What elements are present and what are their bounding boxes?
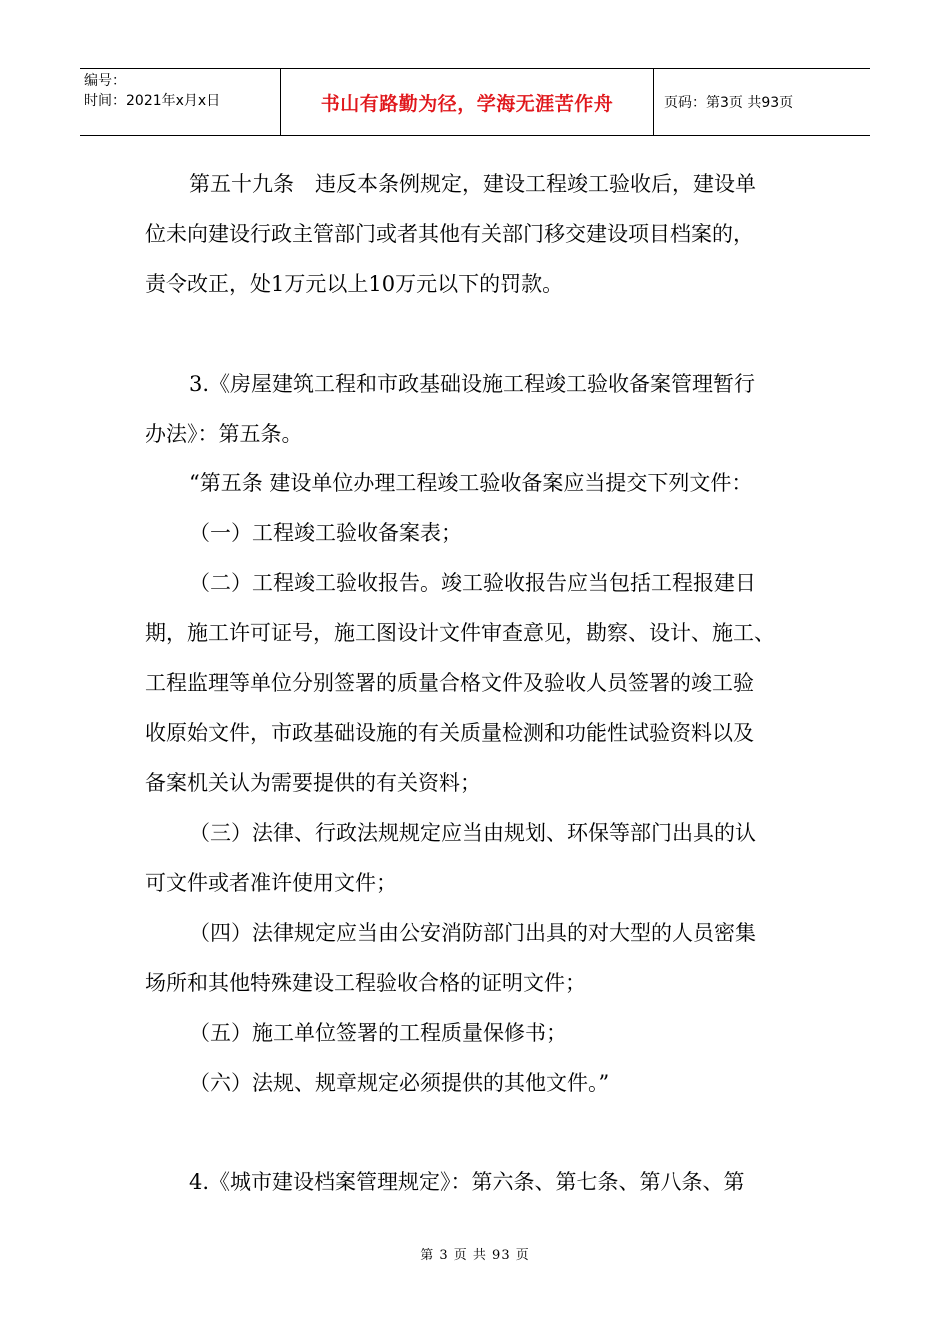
paragraph-line: 办法》：第五条。 [145, 422, 303, 446]
paragraph-line: 3.《房屋建筑工程和市政基础设施工程竣工验收备案管理暂行 [189, 372, 756, 396]
paragraph-line: 位未向建设行政主管部门或者其他有关部门移交建设项目档案的， [145, 222, 754, 246]
paragraph-line: （四）法律规定应当由公安消防部门出具的对大型的人员密集 [189, 921, 756, 945]
header-meta [80, 69, 281, 135]
paragraph-line: （三）法律、行政法规规定应当由规划、环保等部门出具的认 [189, 821, 756, 845]
paragraph-line: 工程监理等单位分别签署的质量合格文件及验收人员签署的竣工验 [145, 671, 754, 695]
paragraph-line: 责令改正，处1万元以上10万元以下的罚款。 [145, 272, 564, 296]
paragraph-line: （二）工程竣工验收报告。竣工验收报告应当包括工程报建日 [189, 571, 756, 595]
paragraph-line: （六）法规、规章规定必须提供的其他文件。” [189, 1071, 610, 1095]
paragraph-line: （五）施工单位签署的工程质量保修书； [189, 1021, 567, 1045]
paragraph-line: 可文件或者准许使用文件； [145, 871, 397, 895]
paragraph-line: “第五条 建设单位办理工程竣工验收备案应当提交下列文件： [189, 471, 753, 495]
paragraph-line: 4.《城市建设档案管理规定》：第六条、第七条、第八条、第 [189, 1170, 745, 1194]
document-time-label: 时间：2021年x月x日 [84, 93, 221, 109]
page-footer: 第 3 页 共 93 页 [420, 1248, 530, 1263]
paragraph-line: （一）工程竣工验收备案表； [189, 521, 462, 545]
document-number-label: 编号： [84, 73, 126, 89]
paragraph-line: 场所和其他特殊建设工程验收合格的证明文件； [145, 971, 586, 995]
header-motto: 书山有路勤为径，学海无涯苦作舟 [281, 69, 654, 135]
paragraph-line: 第五十九条 违反本条例规定，建设工程竣工验收后，建设单 [189, 172, 756, 196]
paragraph-line: 备案机关认为需要提供的有关资料； [145, 771, 481, 795]
paragraph-line: 期，施工许可证号，施工图设计文件审查意见，勘察、设计、施工、 [145, 621, 775, 645]
page-header [80, 68, 870, 136]
header-page-info: 页码：第3页 共93页 [664, 95, 794, 111]
paragraph-line: 收原始文件，市政基础设施的有关质量检测和功能性试验资料以及 [145, 721, 754, 745]
